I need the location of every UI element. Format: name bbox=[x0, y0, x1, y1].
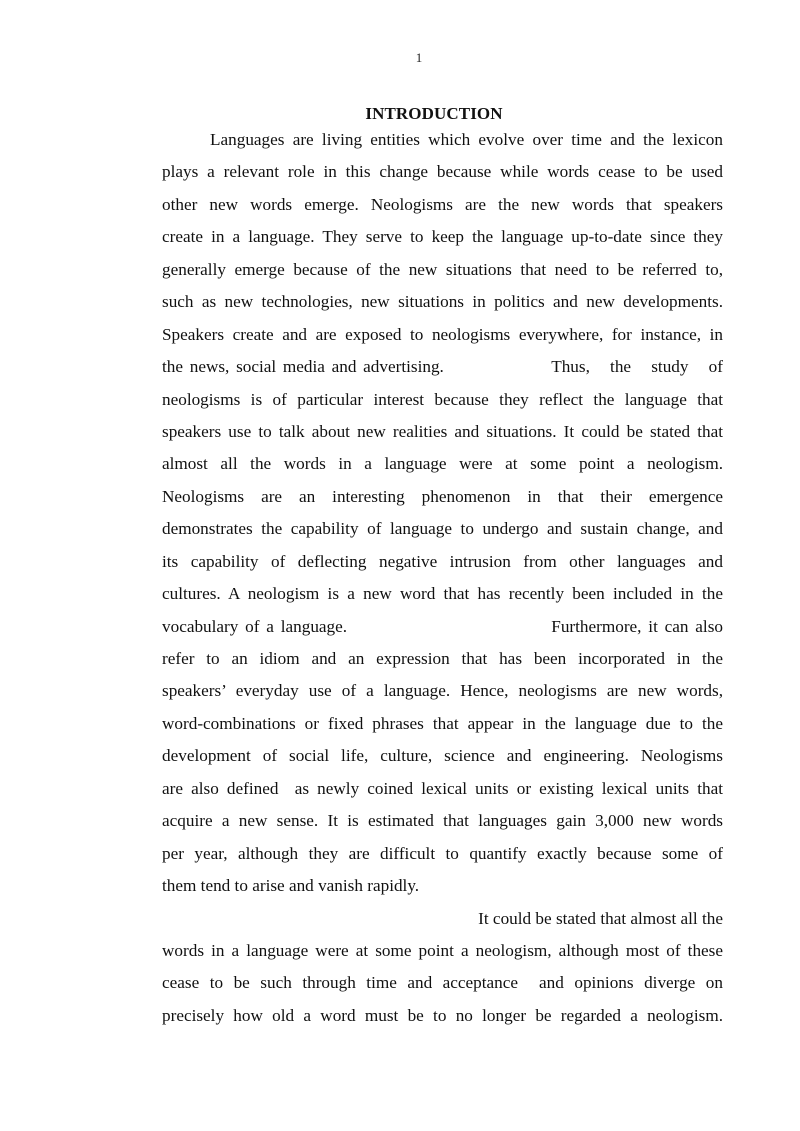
paragraph-1-line: demonstrates the capability of language to undergo and sustain change, and bbox=[162, 519, 723, 539]
paragraph-1-line: speakers’ everyday use of a language. Hence, neologisms are new words, bbox=[162, 681, 723, 701]
paragraph-1-line: are also defined as newly coined lexical units or existing lexical units that bbox=[162, 778, 723, 798]
paragraph-1-line: refer to an idiom and an expression that has been incorporated in the bbox=[162, 649, 723, 668]
paragraph-1-line: word-combinations or fixed phrases that appear in the language due to the bbox=[162, 713, 723, 733]
paragraph-1-line: Languages are living entities which evolve over time and the lexicon bbox=[210, 130, 723, 149]
paragraph-2-line: It could be stated that almost all the bbox=[478, 908, 723, 928]
paragraph-1-line: such as new technologies, new situations in politics and new developments. bbox=[162, 292, 723, 312]
paragraph-1-line: cultures. A neologism is a new word that has recently been included in the bbox=[162, 584, 723, 604]
paragraph-1-line: per year, although they are difficult to quantify exactly because some of bbox=[162, 843, 723, 863]
paragraph-1-line: vocabulary of a language. Furthermore, it can also bbox=[162, 616, 723, 636]
paragraph-1-line: almost all the words in a language were at some point a neologism. bbox=[162, 454, 723, 474]
paragraph-1-line: speakers use to talk about new realities and situations. It could be stated that bbox=[162, 421, 723, 441]
paragraph-1-line: its capability of deflecting negative intrusion from other languages and bbox=[162, 551, 723, 571]
paragraph-1-line: create in a language. They serve to keep the language up-to-date since they bbox=[162, 227, 723, 247]
paragraph-1-line: Speakers create and are exposed to neologisms everywhere, for instance, in bbox=[162, 324, 723, 344]
paragraph-1-line: neologisms is of particular interest because they reflect the language that bbox=[162, 389, 723, 409]
paragraph-1-line: development of social life, culture, science and engineering. Neologisms bbox=[162, 746, 723, 766]
page-number: 1 bbox=[415, 50, 423, 65]
paragraph-2-line: cease to be such through time and acceptance and opinions diverge on bbox=[162, 973, 723, 993]
section-heading: INTRODUCTION bbox=[365, 104, 503, 123]
paragraph-1-line: Neologisms are an interesting phenomenon in that their emergence bbox=[162, 486, 723, 506]
paragraph-1-line: other new words emerge. Neologisms are the new words that speakers bbox=[162, 194, 723, 214]
paragraph-1-line: acquire a new sense. It is estimated that languages gain 3,000 new words bbox=[162, 811, 723, 831]
paragraph-1-line: plays a relevant role in this change because while words cease to be used bbox=[162, 162, 723, 182]
paragraph-1-line: the news, social media and advertising. Thus, the study of bbox=[162, 357, 723, 377]
body-text bbox=[162, 124, 723, 1032]
paragraph-2-line: precisely how old a word must be to no longer be regarded a neologism. bbox=[162, 1005, 723, 1025]
paragraph-1-line: generally emerge because of the new situations that need to be referred to, bbox=[162, 259, 723, 279]
paragraph-1-line: them tend to arise and vanish rapidly. bbox=[162, 876, 420, 896]
paragraph-2-line: words in a language were at some point a neologism, although most of these bbox=[162, 940, 723, 960]
